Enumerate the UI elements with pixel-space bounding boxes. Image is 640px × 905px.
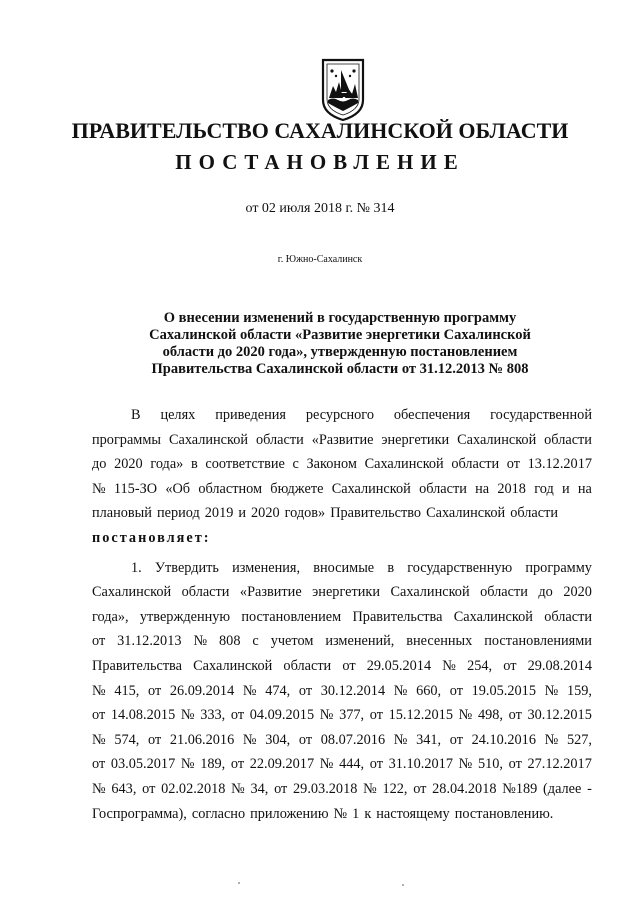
text-line	[92, 752, 592, 777]
word: (далее	[543, 780, 582, 797]
word: согласно	[191, 805, 246, 822]
word: №	[242, 731, 257, 748]
word: 415,	[114, 682, 140, 699]
document-body	[92, 403, 592, 826]
word: 377,	[339, 707, 365, 724]
word: года»,	[92, 608, 129, 625]
word: постановлениями	[484, 633, 592, 650]
word: Правительство	[330, 505, 422, 522]
word: от	[508, 756, 522, 773]
word: области	[510, 505, 558, 522]
word: «Развитие	[239, 584, 302, 601]
word: Сахалинской	[426, 505, 506, 522]
word: до	[538, 584, 553, 601]
word: №	[363, 780, 377, 797]
word: года»	[150, 456, 184, 473]
text-line	[92, 777, 592, 802]
word: В	[131, 407, 141, 423]
word: Утвердить	[154, 559, 219, 576]
word: 159,	[566, 682, 592, 699]
text-line	[92, 403, 592, 428]
word: 115-ЗО	[113, 480, 158, 497]
word: 1.	[131, 559, 142, 576]
word: от	[508, 707, 522, 724]
word: 474,	[265, 682, 291, 699]
word: изменения,	[232, 559, 301, 576]
document-date-number: от 02 июля 2018 г. № 314	[245, 201, 395, 216]
word: от	[92, 707, 106, 724]
document-type: ПОСТАНОВЛЕНИЕ	[175, 150, 465, 174]
word: вносимые	[313, 559, 375, 576]
word: 21.06.2016	[169, 731, 235, 748]
word: 498,	[477, 707, 503, 724]
subject-line: Правительства Сахалинской области от 31.12.2013 № 808	[151, 361, 529, 377]
word: от	[298, 682, 313, 699]
word: №	[333, 805, 348, 822]
word: от	[92, 756, 106, 773]
text-line	[92, 605, 592, 630]
resolves-word: постановляет:	[92, 529, 211, 546]
word: 189,	[200, 756, 226, 773]
word: 03.05.2017	[110, 756, 176, 773]
word: энергетики	[381, 431, 450, 448]
word: от	[369, 756, 383, 773]
text-line	[92, 501, 592, 526]
word: Сахалинской	[453, 608, 533, 625]
word: 24.10.2016	[471, 731, 536, 748]
word: 02.02.2018	[161, 780, 226, 797]
word: №	[231, 780, 245, 797]
word: Сахалинской	[364, 456, 444, 473]
paragraph-preamble	[92, 403, 592, 526]
word: области	[419, 480, 467, 497]
word: и	[561, 480, 570, 497]
word: приведения	[215, 407, 286, 423]
word: 2020	[563, 584, 592, 601]
word: 28.04.2018	[432, 780, 497, 797]
word: Сахалинской	[168, 431, 249, 448]
word: 13.12.2017	[527, 456, 592, 473]
word: №	[319, 756, 334, 773]
word: №	[180, 707, 195, 724]
text-line	[92, 556, 592, 581]
word: 574,	[114, 731, 140, 748]
word: Сахалинской	[331, 480, 411, 497]
word: до	[92, 456, 107, 473]
word: от	[142, 780, 156, 797]
word: области	[255, 431, 304, 448]
word: №	[319, 707, 334, 724]
word: №	[458, 707, 473, 724]
word: от	[342, 657, 356, 674]
word: от	[230, 707, 245, 724]
word: 2019	[204, 505, 234, 522]
word: учетом	[270, 633, 314, 650]
word: 510,	[477, 756, 503, 773]
word: области	[480, 584, 528, 601]
word: 643,	[111, 780, 137, 797]
word: 30.12.2014	[320, 682, 386, 699]
word: «Развитие	[311, 431, 374, 448]
word: внесенных	[406, 633, 473, 650]
scan-speck	[238, 882, 240, 884]
text-line	[92, 580, 592, 605]
word: в	[190, 456, 198, 473]
text-line	[92, 802, 592, 827]
word: от	[148, 731, 162, 748]
word: от	[298, 731, 313, 748]
word: 15.12.2015	[388, 707, 453, 724]
word: Правительства	[352, 608, 443, 625]
word: 341,	[416, 731, 442, 748]
word: от	[503, 657, 517, 674]
subject-line: О внесении изменений в государственную программу	[163, 310, 517, 326]
word: 29.05.2014	[366, 657, 432, 674]
word: №	[180, 756, 195, 773]
word: 29.03.2018	[293, 780, 358, 797]
word: год	[534, 480, 554, 497]
word: от	[449, 731, 463, 748]
word: постановлением	[241, 608, 342, 625]
word: 333,	[200, 707, 226, 724]
word: к	[364, 805, 372, 822]
word: обеспечения	[393, 407, 471, 423]
text-line	[92, 654, 592, 679]
word: области	[283, 657, 332, 674]
word: 1	[352, 805, 360, 822]
word: ресурсного	[305, 407, 374, 423]
word: 31.10.2017	[388, 756, 453, 773]
word: на	[577, 480, 592, 497]
word: №	[544, 682, 559, 699]
word: от	[230, 756, 245, 773]
word: от	[274, 780, 288, 797]
word: изменений,	[325, 633, 395, 650]
word: в	[387, 559, 395, 576]
text-line	[92, 679, 592, 704]
word: 27.12.2017	[527, 756, 592, 773]
organization-title: ПРАВИТЕЛЬСТВО САХАЛИНСКОЙ ОБЛАСТИ	[71, 118, 569, 143]
word: от	[506, 456, 521, 473]
word: Сахалинской	[193, 657, 273, 674]
word: области	[181, 584, 230, 601]
word: 304,	[265, 731, 291, 748]
word: с	[252, 633, 259, 650]
word: области	[451, 456, 500, 473]
text-line	[92, 703, 592, 728]
word: областном	[198, 480, 263, 497]
word: Госпрограмма),	[92, 805, 187, 822]
word: №	[442, 657, 456, 674]
word: №	[458, 756, 473, 773]
word: «Об	[165, 480, 191, 497]
scan-speck	[402, 884, 404, 886]
document-city: г. Южно-Сахалинск	[277, 254, 363, 265]
word: 254,	[467, 657, 493, 674]
word: 08.07.2016	[320, 731, 386, 748]
word: области	[544, 431, 592, 448]
text-line	[92, 452, 592, 477]
word: 2020	[114, 456, 143, 473]
word: 444,	[339, 756, 365, 773]
word: 29.08.2014	[527, 657, 592, 674]
word: 34,	[250, 780, 269, 797]
word: программы	[92, 431, 162, 448]
word: государственную	[407, 559, 513, 576]
word: от	[369, 707, 383, 724]
word: период	[156, 505, 200, 522]
word: №	[544, 731, 559, 748]
word: Сахалинской	[92, 584, 172, 601]
text-line	[92, 428, 592, 453]
text-line	[92, 477, 592, 502]
coat-of-arms-icon	[319, 56, 367, 122]
paragraph-item-1	[92, 556, 592, 827]
word: 26.09.2014	[169, 682, 235, 699]
word: 2020	[251, 505, 280, 522]
word: 660,	[416, 682, 442, 699]
word: от	[148, 682, 162, 699]
word: 808	[219, 633, 241, 650]
word: целях	[160, 407, 196, 423]
word: утвержденную	[139, 608, 231, 625]
word: области	[544, 608, 592, 625]
subject-line: Сахалинской области «Развитие энергетики Сахалинской	[149, 327, 531, 343]
word: Законом	[306, 456, 357, 473]
word: №	[92, 480, 106, 497]
word: от	[92, 633, 106, 650]
word: №189	[502, 780, 538, 797]
word: энергетики	[312, 584, 380, 601]
word: соответствие	[205, 456, 285, 473]
word: Сахалинской	[390, 584, 470, 601]
word: 122,	[382, 780, 408, 797]
word: 2018	[497, 480, 526, 497]
word: 22.09.2017	[249, 756, 315, 773]
word: 527,	[566, 731, 592, 748]
word: №	[92, 780, 106, 797]
word: настоящему	[376, 805, 450, 822]
word: 04.09.2015	[249, 707, 315, 724]
word: годов»	[284, 505, 326, 522]
word: бюджете	[270, 480, 324, 497]
word: №	[393, 731, 408, 748]
word: 19.05.2015	[471, 682, 536, 699]
word: с	[292, 456, 299, 473]
text-line	[92, 629, 592, 654]
word: от	[449, 682, 463, 699]
word: программу	[525, 559, 592, 576]
word: постановлению.	[454, 805, 554, 822]
word: от	[413, 780, 427, 797]
word: Правительства	[92, 657, 182, 674]
subject-line: области до 2020 года», утвержденную постановлением	[162, 344, 518, 360]
resolves-line	[92, 526, 592, 551]
word: Сахалинской	[457, 431, 537, 448]
word: приложению	[250, 805, 329, 822]
word: -	[587, 780, 592, 797]
word: 30.12.2015	[527, 707, 592, 724]
word: №	[92, 731, 106, 748]
word: 31.12.2013	[117, 633, 182, 650]
word: и	[238, 505, 247, 522]
word: №	[92, 682, 106, 699]
word: №	[393, 682, 408, 699]
text-line	[92, 728, 592, 753]
word: 14.08.2015	[110, 707, 176, 724]
word: №	[242, 682, 257, 699]
word: плановый	[92, 505, 152, 522]
word: №	[193, 633, 208, 650]
document-subject	[120, 310, 560, 378]
word: на	[475, 480, 490, 497]
word: государственной	[490, 407, 592, 423]
